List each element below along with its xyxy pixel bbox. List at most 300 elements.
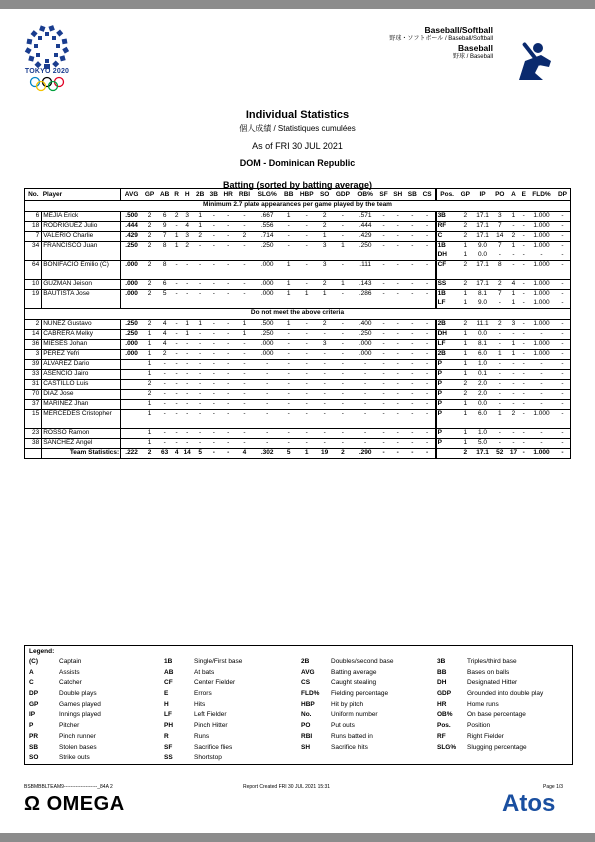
batting-stat: -: [172, 261, 181, 280]
batting-stat: -: [207, 212, 221, 222]
batting-stat: 3: [317, 340, 332, 350]
fielding-stat: -: [555, 340, 571, 350]
batting-stat: -: [296, 222, 317, 232]
batting-stat: -: [332, 390, 353, 400]
batting-stat: -: [377, 280, 391, 290]
table-row: [25, 340, 571, 350]
fielding-stat: DH: [436, 251, 458, 261]
fielding-stat: SS: [436, 280, 458, 290]
fielding-stat: 1: [507, 212, 519, 222]
fielding-stat: 5.0: [473, 439, 492, 449]
batting-stat: -: [236, 380, 253, 390]
batting-stat: 4: [157, 330, 172, 340]
batting-stat: 1: [142, 429, 157, 439]
legend-item: [437, 733, 543, 744]
team-fielding-stat: [436, 449, 458, 459]
fielding-stat: 1: [458, 360, 473, 370]
batting-stat: -: [157, 370, 172, 380]
batting-stat: -: [253, 400, 281, 410]
player-number: 37: [25, 400, 42, 410]
team-totals-row: [25, 449, 571, 459]
legend-desc: Innings played: [59, 711, 101, 719]
legend-column: [164, 658, 242, 765]
batting-stat: -: [405, 410, 420, 429]
batting-stat: 1: [317, 232, 332, 242]
fielding-stat-empty: [555, 419, 571, 429]
batting-stat: -: [377, 429, 391, 439]
batting-stat: -: [157, 439, 172, 449]
fielding-stat: -: [528, 380, 555, 390]
fielding-stat: 1: [458, 330, 473, 340]
batting-stat: -: [281, 242, 296, 261]
batting-stat: -: [221, 222, 236, 232]
player-number: 10: [25, 280, 42, 290]
batting-stat: -: [317, 380, 332, 390]
legend-item: [164, 744, 242, 755]
fielding-stat: 1.0: [473, 360, 492, 370]
legend-item: [301, 733, 394, 744]
fielding-stat: -: [507, 261, 519, 271]
fielding-stat: 2B: [436, 320, 458, 330]
player-number: 34: [25, 242, 42, 261]
totals-spacer: [25, 449, 42, 459]
batting-stat: -: [172, 400, 181, 410]
fielding-stat: -: [492, 429, 507, 439]
batting-stat: -: [172, 350, 181, 360]
batting-stat: -: [281, 232, 296, 242]
batting-stat: -: [221, 340, 236, 350]
table-row: [25, 439, 571, 449]
legend-abbrev: R: [164, 732, 169, 740]
batting-stat: -: [281, 439, 296, 449]
fielding-stat: 1: [458, 400, 473, 410]
batting-stat: -: [317, 370, 332, 380]
batting-stat: -: [390, 232, 405, 242]
batting-stat: -: [221, 330, 236, 340]
section-label: Minimum 2.7 plate appearances per game played by the team: [25, 201, 571, 212]
fielding-stat: 1: [507, 350, 519, 360]
batting-stat: .000: [253, 340, 281, 350]
fielding-stat-empty: [473, 419, 492, 429]
batting-stat: -: [193, 280, 207, 290]
batting-stat: -: [420, 360, 436, 370]
batting-stat: 1: [281, 212, 296, 222]
team-batting-stat: 4: [236, 449, 253, 459]
legend-abbrev: FLD%: [301, 690, 320, 698]
table-row: [25, 242, 571, 252]
batting-stat: -: [221, 261, 236, 280]
legend-desc: Hit by pitch: [331, 700, 364, 708]
batting-stat: -: [193, 340, 207, 350]
fielding-stat: -: [528, 429, 555, 439]
batting-stat: 4: [157, 320, 172, 330]
batting-stat: -: [193, 400, 207, 410]
fielding-stat: 9.0: [473, 242, 492, 252]
column-header: No.: [25, 189, 42, 201]
fielding-stat: LF: [436, 299, 458, 309]
batting-stat: -: [281, 370, 296, 380]
team-batting-stat: -: [390, 449, 405, 459]
batting-stat: -: [332, 410, 353, 429]
legend-desc: Runs batted in: [331, 732, 373, 740]
batting-stat: -: [193, 242, 207, 261]
games-logo-text: TOKYO 2020: [24, 68, 70, 75]
batting-stat: -: [390, 261, 405, 280]
batting-stat: -: [181, 360, 193, 370]
fielding-stat: 7: [492, 242, 507, 252]
legend-item: [301, 701, 394, 712]
batting-stat: -: [253, 390, 281, 400]
batting-stat: .429: [121, 232, 142, 242]
batting-stat: -: [420, 429, 436, 439]
batting-stat: -: [332, 439, 353, 449]
fielding-stat: 3: [492, 212, 507, 222]
batting-stat: -: [172, 390, 181, 400]
batting-stat: 1: [181, 330, 193, 340]
batting-stat: -: [405, 390, 420, 400]
column-header: R: [172, 189, 181, 201]
legend-desc: Games played: [59, 700, 101, 708]
column-header: A: [507, 189, 519, 201]
atos-logo: Atos: [502, 790, 556, 817]
sport-name: Baseball/Softball: [424, 25, 493, 35]
player-number: 36: [25, 340, 42, 350]
batting-stat: -: [354, 439, 377, 449]
legend-desc: Position: [467, 722, 491, 730]
legend-desc: Shortstop: [194, 754, 222, 762]
batting-stat: -: [193, 390, 207, 400]
fielding-stat: -: [520, 290, 528, 300]
fielding-stat: 1.000: [528, 232, 555, 242]
player-name: BAUTISTA Jose: [42, 290, 121, 309]
fielding-stat: -: [528, 390, 555, 400]
batting-stat: -: [253, 370, 281, 380]
batting-stat: -: [420, 320, 436, 330]
fielding-stat: P: [436, 370, 458, 380]
fielding-stat: 2: [458, 390, 473, 400]
batting-stat: -: [405, 320, 420, 330]
batting-stat: 1: [193, 212, 207, 222]
team-batting-stat: 5: [193, 449, 207, 459]
batting-stat: -: [181, 439, 193, 449]
as-of-date: As of FRI 30 JUL 2021: [252, 141, 343, 151]
legend-desc: Left Fielder: [194, 711, 227, 719]
fielding-stat: -: [555, 320, 571, 330]
batting-stat: -: [377, 290, 391, 309]
batting-stat: -: [377, 261, 391, 280]
batting-stat: -: [296, 340, 317, 350]
player-number: 38: [25, 439, 42, 449]
batting-stat: -: [172, 439, 181, 449]
batting-stat: -: [157, 429, 172, 439]
batting-stat: -: [377, 340, 391, 350]
legend-desc: Stolen bases: [59, 743, 97, 751]
fielding-stat-empty: [507, 419, 519, 429]
batting-stat: -: [420, 280, 436, 290]
column-header: H: [181, 189, 193, 201]
batting-stat: -: [236, 350, 253, 360]
fielding-stat: -: [555, 400, 571, 410]
fielding-stat: 3B: [436, 212, 458, 222]
legend-item: [29, 733, 101, 744]
batting-stat: 2: [142, 222, 157, 232]
batting-stat: 1: [142, 350, 157, 360]
table-row: [25, 261, 571, 271]
batting-stat: -: [390, 370, 405, 380]
table-row: [25, 429, 571, 439]
batting-stat: 1: [172, 232, 181, 242]
fielding-stat: 2: [458, 222, 473, 232]
batting-stat: -: [332, 400, 353, 410]
omega-logo: Ω OMEGA: [24, 793, 125, 815]
fielding-stat: 1: [458, 242, 473, 252]
fielding-stat: 0.1: [473, 370, 492, 380]
legend-abbrev: AVG: [301, 668, 315, 676]
player-name: MIESES Johan: [42, 340, 121, 350]
batting-stat: 1: [332, 242, 353, 261]
fielding-stat: -: [555, 242, 571, 252]
batting-stat: -: [420, 439, 436, 449]
fielding-stat: -: [528, 400, 555, 410]
fielding-stat-empty: [520, 270, 528, 280]
batting-stat: -: [221, 380, 236, 390]
team-fielding-stat: 17: [507, 449, 519, 459]
batting-stat: -: [420, 390, 436, 400]
section-row: [25, 309, 571, 320]
player-number: 70: [25, 390, 42, 400]
fielding-stat: -: [555, 390, 571, 400]
fielding-stat: 1: [507, 290, 519, 300]
batting-stat: -: [405, 429, 420, 439]
batting-stat: -: [181, 380, 193, 390]
fielding-stat: -: [492, 360, 507, 370]
fielding-stat: -: [555, 410, 571, 420]
batting-stat: -: [207, 400, 221, 410]
batting-stat: 1: [142, 439, 157, 449]
fielding-stat: 11.1: [473, 320, 492, 330]
batting-stat: -: [420, 261, 436, 280]
batting-stat: -: [193, 360, 207, 370]
report-title: Individual Statistics: [245, 109, 350, 121]
batting-stat: .000: [121, 290, 142, 309]
batting-stat: 1: [281, 280, 296, 290]
column-header: E: [520, 189, 528, 201]
batting-stat: -: [207, 429, 221, 439]
fielding-stat-empty: [520, 419, 528, 429]
batting-stat: -: [332, 429, 353, 439]
legend-abbrev: SLG%: [437, 743, 457, 751]
legend-abbrev: BB: [437, 668, 447, 676]
legend-desc: Home runs: [467, 700, 499, 708]
sport-header: [389, 26, 493, 62]
batting-stat: -: [296, 261, 317, 280]
batting-stat: -: [236, 400, 253, 410]
batting-stat: -: [221, 390, 236, 400]
legend-item: [29, 669, 101, 680]
fielding-stat: 1.000: [528, 212, 555, 222]
batting-stat: [121, 360, 142, 370]
player-number: 39: [25, 360, 42, 370]
batting-stat: -: [390, 439, 405, 449]
legend-desc: Batting average: [331, 668, 377, 676]
legend-abbrev: SF: [164, 743, 173, 751]
legend-item: [164, 690, 242, 701]
batting-stat: -: [221, 370, 236, 380]
batting-stat: [121, 400, 142, 410]
batting-stat: -: [390, 400, 405, 410]
batting-stat: -: [172, 222, 181, 232]
legend-desc: Pinch Hitter: [194, 722, 228, 730]
batting-stat: -: [207, 290, 221, 309]
fielding-stat: -: [520, 429, 528, 439]
table-row: [25, 360, 571, 370]
table-body: [25, 201, 571, 459]
legend-column: [301, 658, 394, 754]
batting-stat: .444: [121, 222, 142, 232]
legend-desc: Runs: [194, 732, 210, 740]
legend-desc: Bases on balls: [467, 668, 510, 676]
batting-stat: -: [354, 370, 377, 380]
fielding-stat: 17.1: [473, 280, 492, 290]
legend-item: [29, 679, 101, 690]
table-row: [25, 410, 571, 420]
batting-stat: .000: [354, 340, 377, 350]
batting-stat: -: [221, 232, 236, 242]
fielding-stat: -: [520, 222, 528, 232]
fielding-stat: 1.0: [473, 429, 492, 439]
legend-desc: Put outs: [331, 722, 355, 730]
team-fielding-stat: 17.1: [473, 449, 492, 459]
legend-abbrev: RF: [437, 732, 446, 740]
batting-stat: -: [377, 370, 391, 380]
team-batting-stat: .222: [121, 449, 142, 459]
column-header: HR: [221, 189, 236, 201]
legend-item: [29, 658, 101, 669]
batting-stat: -: [405, 370, 420, 380]
batting-stat: -: [405, 350, 420, 360]
batting-stat: -: [296, 390, 317, 400]
fielding-stat: -: [520, 242, 528, 252]
table-row: [25, 400, 571, 410]
batting-stat: 1: [317, 290, 332, 309]
batting-stat: -: [172, 290, 181, 309]
legend-desc: Triples/third base: [467, 658, 517, 665]
fielding-stat-empty: [458, 419, 473, 429]
fielding-stat: 2: [458, 380, 473, 390]
fielding-stat: -: [507, 360, 519, 370]
batting-stat: -: [253, 439, 281, 449]
batting-stat: -: [420, 380, 436, 390]
fielding-stat: -: [528, 370, 555, 380]
column-header: GP: [458, 189, 473, 201]
batting-stat: -: [390, 350, 405, 360]
batting-stat: -: [390, 212, 405, 222]
batting-stat: -: [181, 370, 193, 380]
legend-abbrev: P: [29, 722, 34, 730]
batting-stat: -: [377, 380, 391, 390]
batting-stat: -: [420, 222, 436, 232]
batting-stat: -: [172, 320, 181, 330]
batting-stat: -: [332, 380, 353, 390]
legend-desc: Double plays: [59, 690, 97, 698]
batting-stat: -: [390, 410, 405, 429]
legend-abbrev: LF: [164, 711, 172, 719]
report-titles: [0, 109, 595, 190]
batting-stat: -: [193, 261, 207, 280]
batting-stat: -: [193, 410, 207, 429]
fielding-stat: -: [555, 439, 571, 449]
fielding-stat: -: [492, 380, 507, 390]
batting-stat: -: [172, 360, 181, 370]
batting-stat: -: [207, 242, 221, 261]
fielding-stat: -: [555, 360, 571, 370]
column-header: AB: [157, 189, 172, 201]
table-row: [25, 212, 571, 222]
legend-desc: Errors: [194, 690, 212, 698]
batting-stat: -: [296, 212, 317, 222]
batting-stat: .000: [121, 280, 142, 290]
legend-item: [437, 711, 543, 722]
batting-stat: -: [377, 360, 391, 370]
legend-title: Legend:: [29, 648, 55, 655]
batting-stat: -: [172, 280, 181, 290]
batting-stat: -: [317, 360, 332, 370]
batting-stat: 1: [193, 320, 207, 330]
batting-stat: -: [377, 212, 391, 222]
batting-stat: -: [181, 261, 193, 280]
footer-created: Report Created FRI 30 JUL 2021 15:31: [243, 784, 331, 790]
legend-abbrev: PR: [29, 732, 39, 740]
team-batting-stat: 5: [281, 449, 296, 459]
batting-stat: 2: [193, 232, 207, 242]
batting-stat: -: [405, 340, 420, 350]
batting-stat: -: [405, 261, 420, 280]
fielding-stat: 2: [458, 280, 473, 290]
batting-stat: -: [317, 429, 332, 439]
legend-abbrev: RBI: [301, 732, 313, 740]
team-fielding-stat: 52: [492, 449, 507, 459]
legend-item: [301, 679, 394, 690]
batting-stat: 8: [157, 261, 172, 280]
legend-item: [164, 754, 242, 765]
batting-stat: -: [193, 290, 207, 309]
legend-item: [29, 722, 101, 733]
legend-abbrev: OB%: [437, 711, 453, 719]
batting-stat: -: [377, 242, 391, 261]
fielding-stat: 8: [492, 261, 507, 271]
fielding-stat: 6.0: [473, 410, 492, 420]
legend-desc: Center Fielder: [194, 679, 236, 687]
player-number: 6: [25, 212, 42, 222]
legend-abbrev: IP: [29, 711, 36, 719]
batting-stat: -: [207, 410, 221, 429]
batting-stat: 1: [142, 340, 157, 350]
legend-item: [164, 701, 242, 712]
legend-abbrev: SB: [29, 743, 39, 751]
legend-abbrev: DH: [437, 679, 447, 687]
fielding-stat: -: [540, 251, 543, 258]
totals-label: Team Statistics:: [42, 449, 121, 459]
fielding-stat: P: [436, 360, 458, 370]
batting-stat: -: [172, 410, 181, 429]
fielding-stat: -: [555, 370, 571, 380]
batting-stat: .667: [253, 212, 281, 222]
batting-stat: -: [207, 380, 221, 390]
player-number: 7: [25, 232, 42, 242]
table-row: [25, 330, 571, 340]
batting-stat: -: [296, 360, 317, 370]
fielding-stat: -: [520, 340, 528, 350]
